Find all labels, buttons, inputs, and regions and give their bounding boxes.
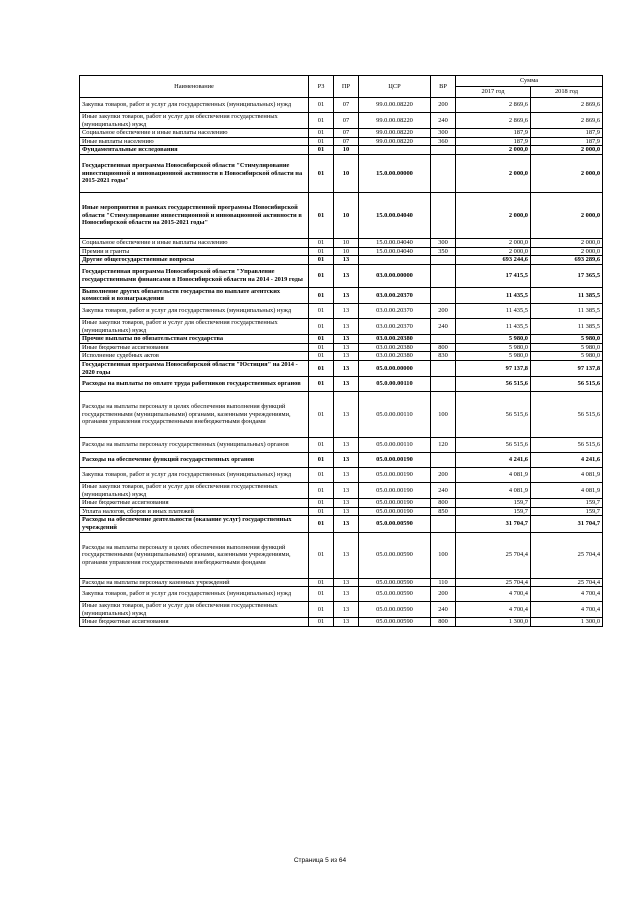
- table-row: [80, 453, 603, 468]
- table-row: [80, 129, 603, 138]
- cell-2017: 97 137,8: [456, 360, 531, 376]
- cell-vr: 200: [431, 468, 456, 483]
- cell-2017: 31 704,7: [456, 516, 531, 532]
- table-body: [80, 98, 603, 627]
- cell-2017: 25 704,4: [456, 532, 531, 578]
- cell-name: Расходы на выплаты персоналу казенных учреждений: [80, 578, 309, 587]
- cell-rz: 01: [309, 499, 334, 508]
- cell-vr: [431, 264, 456, 287]
- cell-csr: 99.0.00.08220: [359, 137, 431, 146]
- cell-2017: 4 241,6: [456, 453, 531, 468]
- cell-pr: 13: [334, 438, 359, 453]
- cell-vr: 200: [431, 587, 456, 602]
- cell-rz: 01: [309, 453, 334, 468]
- cell-csr: 03.0.00.20370: [359, 318, 431, 334]
- cell-2017: 187,9: [456, 129, 531, 138]
- cell-2018: 11 385,5: [531, 303, 603, 318]
- cell-2018: 11 385,5: [531, 318, 603, 334]
- cell-2017: 2 869,6: [456, 113, 531, 129]
- cell-pr: 07: [334, 98, 359, 113]
- cell-rz: 01: [309, 516, 334, 532]
- cell-pr: 13: [334, 507, 359, 516]
- cell-vr: 200: [431, 303, 456, 318]
- cell-name: Расходы на обеспечение функций государственных органов: [80, 453, 309, 468]
- cell-vr: [431, 453, 456, 468]
- cell-2018: 5 980,0: [531, 343, 603, 352]
- cell-2018: 2 000,0: [531, 238, 603, 247]
- cell-name: Государственная программа Новосибирской области "Управление государственными финансами в Новосибирской области на 2014 - 2019 годы: [80, 264, 309, 287]
- table-row: [80, 618, 603, 627]
- cell-2017: 693 244,6: [456, 256, 531, 265]
- cell-2017: 56 515,6: [456, 392, 531, 438]
- cell-pr: 10: [334, 247, 359, 256]
- cell-name: Иные бюджетные ассигнования: [80, 618, 309, 627]
- cell-csr: 05.0.00.00590: [359, 578, 431, 587]
- cell-2017: 4 081,9: [456, 468, 531, 483]
- cell-pr: 13: [334, 578, 359, 587]
- cell-pr: 13: [334, 343, 359, 352]
- cell-2018: 11 385,5: [531, 287, 603, 303]
- cell-2017: 4 700,4: [456, 587, 531, 602]
- cell-pr: 13: [334, 483, 359, 499]
- cell-2018: 56 515,6: [531, 392, 603, 438]
- cell-2017: 56 515,6: [456, 438, 531, 453]
- cell-csr: 05.0.00.00110: [359, 392, 431, 438]
- table-row: [80, 113, 603, 129]
- cell-rz: 01: [309, 98, 334, 113]
- cell-pr: 13: [334, 335, 359, 344]
- table-row: [80, 343, 603, 352]
- table-row: [80, 468, 603, 483]
- cell-2017: 5 980,0: [456, 335, 531, 344]
- table-row: [80, 318, 603, 334]
- cell-2018: 56 515,6: [531, 438, 603, 453]
- cell-rz: 01: [309, 618, 334, 627]
- cell-2017: 11 435,5: [456, 287, 531, 303]
- cell-rz: 01: [309, 146, 334, 155]
- table-row: [80, 392, 603, 438]
- cell-csr: 05.0.00.00190: [359, 468, 431, 483]
- cell-csr: 03.0.00.20380: [359, 335, 431, 344]
- cell-rz: 01: [309, 335, 334, 344]
- header-name: Наименование: [80, 76, 309, 98]
- cell-csr: 05.0.00.00190: [359, 453, 431, 468]
- cell-vr: [431, 287, 456, 303]
- cell-vr: 200: [431, 98, 456, 113]
- cell-vr: [431, 360, 456, 376]
- cell-csr: 99.0.00.08220: [359, 113, 431, 129]
- cell-rz: 01: [309, 287, 334, 303]
- cell-csr: 05.0.00.00110: [359, 377, 431, 392]
- cell-csr: 15.0.00.04040: [359, 238, 431, 247]
- cell-csr: 03.0.00.20380: [359, 352, 431, 361]
- cell-vr: 120: [431, 438, 456, 453]
- cell-2017: 17 415,5: [456, 264, 531, 287]
- table-row: [80, 192, 603, 238]
- cell-csr: 15.0.00.04040: [359, 247, 431, 256]
- cell-name: Закупка товаров, работ и услуг для государственных (муниципальных) нужд: [80, 468, 309, 483]
- cell-vr: 360: [431, 137, 456, 146]
- cell-csr: [359, 146, 431, 155]
- cell-pr: 13: [334, 392, 359, 438]
- cell-csr: 05.0.00.00190: [359, 507, 431, 516]
- cell-2018: 187,9: [531, 129, 603, 138]
- cell-pr: 13: [334, 318, 359, 334]
- cell-2018: 187,9: [531, 137, 603, 146]
- cell-csr: 03.0.00.20370: [359, 287, 431, 303]
- cell-2018: 2 000,0: [531, 146, 603, 155]
- cell-vr: 240: [431, 602, 456, 618]
- cell-rz: 01: [309, 129, 334, 138]
- cell-2018: 2 869,6: [531, 113, 603, 129]
- cell-2018: 159,7: [531, 499, 603, 508]
- header-sum: Сумма: [456, 76, 603, 87]
- cell-2017: 2 000,0: [456, 238, 531, 247]
- cell-2017: 2 000,0: [456, 146, 531, 155]
- cell-name: Закупка товаров, работ и услуг для государственных (муниципальных) нужд: [80, 303, 309, 318]
- cell-csr: 05.0.00.00590: [359, 516, 431, 532]
- cell-csr: 03.0.00.20370: [359, 303, 431, 318]
- cell-rz: 01: [309, 264, 334, 287]
- cell-rz: 01: [309, 238, 334, 247]
- cell-csr: 05.0.00.00590: [359, 532, 431, 578]
- cell-2018: 4 700,4: [531, 602, 603, 618]
- header-year-2017: 2017 год: [456, 87, 531, 98]
- cell-name: Фундаментальные исследования: [80, 146, 309, 155]
- table-row: [80, 247, 603, 256]
- cell-vr: 800: [431, 618, 456, 627]
- cell-2017: 187,9: [456, 137, 531, 146]
- cell-2017: 2 000,0: [456, 154, 531, 192]
- cell-csr: 03.0.00.20380: [359, 343, 431, 352]
- cell-pr: 10: [334, 154, 359, 192]
- cell-2017: 5 980,0: [456, 343, 531, 352]
- cell-vr: [431, 192, 456, 238]
- cell-name: Иные закупки товаров, работ и услуг для обеспечения государственных (муниципальных) нужд: [80, 483, 309, 499]
- cell-name: Расходы на выплаты по оплате труда работников государственных органов: [80, 377, 309, 392]
- cell-vr: 800: [431, 343, 456, 352]
- cell-2017: 11 435,5: [456, 303, 531, 318]
- header-csr: ЦСР: [359, 76, 431, 98]
- cell-2018: 25 704,4: [531, 532, 603, 578]
- cell-rz: 01: [309, 483, 334, 499]
- cell-vr: [431, 516, 456, 532]
- cell-rz: 01: [309, 602, 334, 618]
- cell-name: Иные бюджетные ассигнования: [80, 499, 309, 508]
- cell-csr: 05.0.00.00000: [359, 360, 431, 376]
- cell-2018: 97 137,8: [531, 360, 603, 376]
- cell-pr: 10: [334, 146, 359, 155]
- cell-name: Иные выплаты населению: [80, 137, 309, 146]
- cell-name: Расходы на выплаты персоналу государственных (муниципальных) органов: [80, 438, 309, 453]
- cell-pr: 13: [334, 377, 359, 392]
- cell-name: Уплата налогов, сборов и иных платежей: [80, 507, 309, 516]
- table-row: [80, 507, 603, 516]
- cell-vr: 110: [431, 578, 456, 587]
- page-number: Страница 5 из 64: [293, 857, 347, 864]
- table-row: [80, 264, 603, 287]
- table-row: [80, 377, 603, 392]
- cell-2018: 2 000,0: [531, 154, 603, 192]
- cell-name: Социальное обеспечение и иные выплаты населению: [80, 129, 309, 138]
- cell-2017: 2 000,0: [456, 192, 531, 238]
- cell-csr: 05.0.00.00190: [359, 499, 431, 508]
- cell-2018: 2 869,6: [531, 98, 603, 113]
- cell-rz: 01: [309, 392, 334, 438]
- cell-csr: 03.0.00.00000: [359, 264, 431, 287]
- cell-rz: 01: [309, 343, 334, 352]
- cell-csr: 05.0.00.00590: [359, 587, 431, 602]
- cell-2017: 159,7: [456, 507, 531, 516]
- cell-pr: 13: [334, 303, 359, 318]
- cell-pr: 13: [334, 602, 359, 618]
- cell-name: Прочие выплаты по обязательствам государства: [80, 335, 309, 344]
- cell-2018: 1 300,0: [531, 618, 603, 627]
- table-row: [80, 256, 603, 265]
- table-row: [80, 287, 603, 303]
- cell-rz: 01: [309, 247, 334, 256]
- cell-name: Другие общегосударственные вопросы: [80, 256, 309, 265]
- cell-rz: 01: [309, 532, 334, 578]
- cell-vr: 100: [431, 532, 456, 578]
- cell-2018: 25 704,4: [531, 578, 603, 587]
- cell-2018: 2 000,0: [531, 247, 603, 256]
- cell-rz: 01: [309, 578, 334, 587]
- cell-vr: [431, 335, 456, 344]
- cell-csr: 15.0.00.00000: [359, 154, 431, 192]
- cell-name: Иные бюджетные ассигнования: [80, 343, 309, 352]
- table-row: [80, 438, 603, 453]
- cell-pr: 13: [334, 453, 359, 468]
- header-year-2018: 2018 год: [531, 87, 603, 98]
- table-row: [80, 154, 603, 192]
- cell-name: Государственная программа Новосибирской области "Стимулирование инвестиционной и инновационной активности в Новосибирской области на 2015-2021 годы": [80, 154, 309, 192]
- cell-pr: 07: [334, 129, 359, 138]
- cell-name: Иные закупки товаров, работ и услуг для обеспечения государственных (муниципальных) нужд: [80, 113, 309, 129]
- cell-2017: 25 704,4: [456, 578, 531, 587]
- cell-vr: 240: [431, 318, 456, 334]
- table-row: [80, 303, 603, 318]
- cell-2017: 4 700,4: [456, 602, 531, 618]
- cell-rz: 01: [309, 468, 334, 483]
- cell-csr: 05.0.00.00590: [359, 618, 431, 627]
- cell-rz: 01: [309, 256, 334, 265]
- cell-pr: 13: [334, 287, 359, 303]
- cell-2018: 5 980,0: [531, 335, 603, 344]
- cell-name: Расходы на выплаты персоналу в целях обеспечения выполнения функций государственными (муниципальными) органами, казенными учреждениями, органами управления государственными внебюджетными фондами: [80, 392, 309, 438]
- cell-vr: 240: [431, 483, 456, 499]
- cell-rz: 01: [309, 352, 334, 361]
- cell-2018: 17 365,5: [531, 264, 603, 287]
- table-row: [80, 352, 603, 361]
- cell-csr: [359, 256, 431, 265]
- cell-2018: 56 515,6: [531, 377, 603, 392]
- table-row: [80, 587, 603, 602]
- cell-name: Исполнение судебных актов: [80, 352, 309, 361]
- cell-vr: [431, 154, 456, 192]
- cell-rz: 01: [309, 113, 334, 129]
- cell-rz: 01: [309, 154, 334, 192]
- cell-vr: [431, 377, 456, 392]
- table-row: [80, 516, 603, 532]
- cell-csr: 05.0.00.00110: [359, 438, 431, 453]
- cell-rz: 01: [309, 587, 334, 602]
- cell-pr: 13: [334, 360, 359, 376]
- table-row: [80, 238, 603, 247]
- cell-name: Расходы на выплаты персоналу в целях обеспечения выполнения функций государственными (муниципальными) органами, казенными учреждениями, органами управления государственными внебюджетными фондами: [80, 532, 309, 578]
- table-row: [80, 360, 603, 376]
- cell-csr: 15.0.00.04040: [359, 192, 431, 238]
- cell-vr: 830: [431, 352, 456, 361]
- cell-2017: 2 869,6: [456, 98, 531, 113]
- cell-2017: 5 980,0: [456, 352, 531, 361]
- cell-pr: 07: [334, 113, 359, 129]
- cell-rz: 01: [309, 360, 334, 376]
- table-row: [80, 146, 603, 155]
- cell-vr: [431, 256, 456, 265]
- cell-pr: 10: [334, 192, 359, 238]
- cell-pr: 13: [334, 352, 359, 361]
- cell-pr: 07: [334, 137, 359, 146]
- cell-pr: 10: [334, 238, 359, 247]
- cell-vr: 350: [431, 247, 456, 256]
- cell-csr: 99.0.00.08220: [359, 98, 431, 113]
- cell-name: Выполнение других обязательств государства по выплате агентских комиссий и вознаграждения: [80, 287, 309, 303]
- cell-vr: 240: [431, 113, 456, 129]
- cell-pr: 13: [334, 264, 359, 287]
- cell-2018: 31 704,7: [531, 516, 603, 532]
- table-row: [80, 532, 603, 578]
- cell-2017: 2 000,0: [456, 247, 531, 256]
- cell-2018: 5 980,0: [531, 352, 603, 361]
- cell-2018: 4 081,9: [531, 468, 603, 483]
- cell-pr: 13: [334, 532, 359, 578]
- cell-2018: 2 000,0: [531, 192, 603, 238]
- cell-rz: 01: [309, 192, 334, 238]
- cell-vr: [431, 146, 456, 155]
- cell-2017: 159,7: [456, 499, 531, 508]
- cell-rz: 01: [309, 507, 334, 516]
- table-row: [80, 578, 603, 587]
- cell-name: Премии и гранты: [80, 247, 309, 256]
- cell-2018: 4 700,4: [531, 587, 603, 602]
- cell-pr: 13: [334, 618, 359, 627]
- cell-2017: 1 300,0: [456, 618, 531, 627]
- cell-pr: 13: [334, 468, 359, 483]
- cell-name: Закупка товаров, работ и услуг для государственных (муниципальных) нужд: [80, 98, 309, 113]
- cell-2017: 4 081,9: [456, 483, 531, 499]
- cell-csr: 05.0.00.00590: [359, 602, 431, 618]
- cell-vr: 300: [431, 238, 456, 247]
- cell-name: Иные мероприятия в рамках государственной программы Новосибирской области "Стимулирование инвестиционной и инновационной активности в Новосибирской области на 2015-2021 годы": [80, 192, 309, 238]
- cell-2018: 4 081,9: [531, 483, 603, 499]
- cell-vr: 300: [431, 129, 456, 138]
- cell-2018: 693 289,6: [531, 256, 603, 265]
- header-pr: ПР: [334, 76, 359, 98]
- table-row: [80, 483, 603, 499]
- cell-name: Социальное обеспечение и иные выплаты населению: [80, 238, 309, 247]
- cell-2017: 11 435,5: [456, 318, 531, 334]
- cell-name: Закупка товаров, работ и услуг для государственных (муниципальных) нужд: [80, 587, 309, 602]
- table-row: [80, 499, 603, 508]
- cell-2018: 159,7: [531, 507, 603, 516]
- cell-rz: 01: [309, 438, 334, 453]
- table-row: [80, 137, 603, 146]
- table-row: [80, 335, 603, 344]
- cell-rz: 01: [309, 137, 334, 146]
- table-row: [80, 98, 603, 113]
- cell-csr: 05.0.00.00190: [359, 483, 431, 499]
- cell-2017: 56 515,6: [456, 377, 531, 392]
- cell-2018: 4 241,6: [531, 453, 603, 468]
- cell-rz: 01: [309, 318, 334, 334]
- cell-vr: 100: [431, 392, 456, 438]
- header-vr: ВР: [431, 76, 456, 98]
- cell-vr: 800: [431, 499, 456, 508]
- cell-name: Иные закупки товаров, работ и услуг для обеспечения государственных (муниципальных) нужд: [80, 318, 309, 334]
- cell-name: Иные закупки товаров, работ и услуг для обеспечения государственных (муниципальных) нужд: [80, 602, 309, 618]
- cell-rz: 01: [309, 377, 334, 392]
- cell-pr: 13: [334, 499, 359, 508]
- cell-name: Расходы на обеспечение деятельности (оказание услуг) государственных учреждений: [80, 516, 309, 532]
- cell-csr: 99.0.00.08220: [359, 129, 431, 138]
- cell-vr: 850: [431, 507, 456, 516]
- table-header: [80, 76, 603, 98]
- cell-pr: 13: [334, 256, 359, 265]
- cell-pr: 13: [334, 587, 359, 602]
- cell-rz: 01: [309, 303, 334, 318]
- budget-table: [79, 75, 603, 627]
- table-row: [80, 602, 603, 618]
- cell-name: Государственная программа Новосибирской области "Юстиция" на 2014 - 2020 годы: [80, 360, 309, 376]
- header-rz: РЗ: [309, 76, 334, 98]
- cell-pr: 13: [334, 516, 359, 532]
